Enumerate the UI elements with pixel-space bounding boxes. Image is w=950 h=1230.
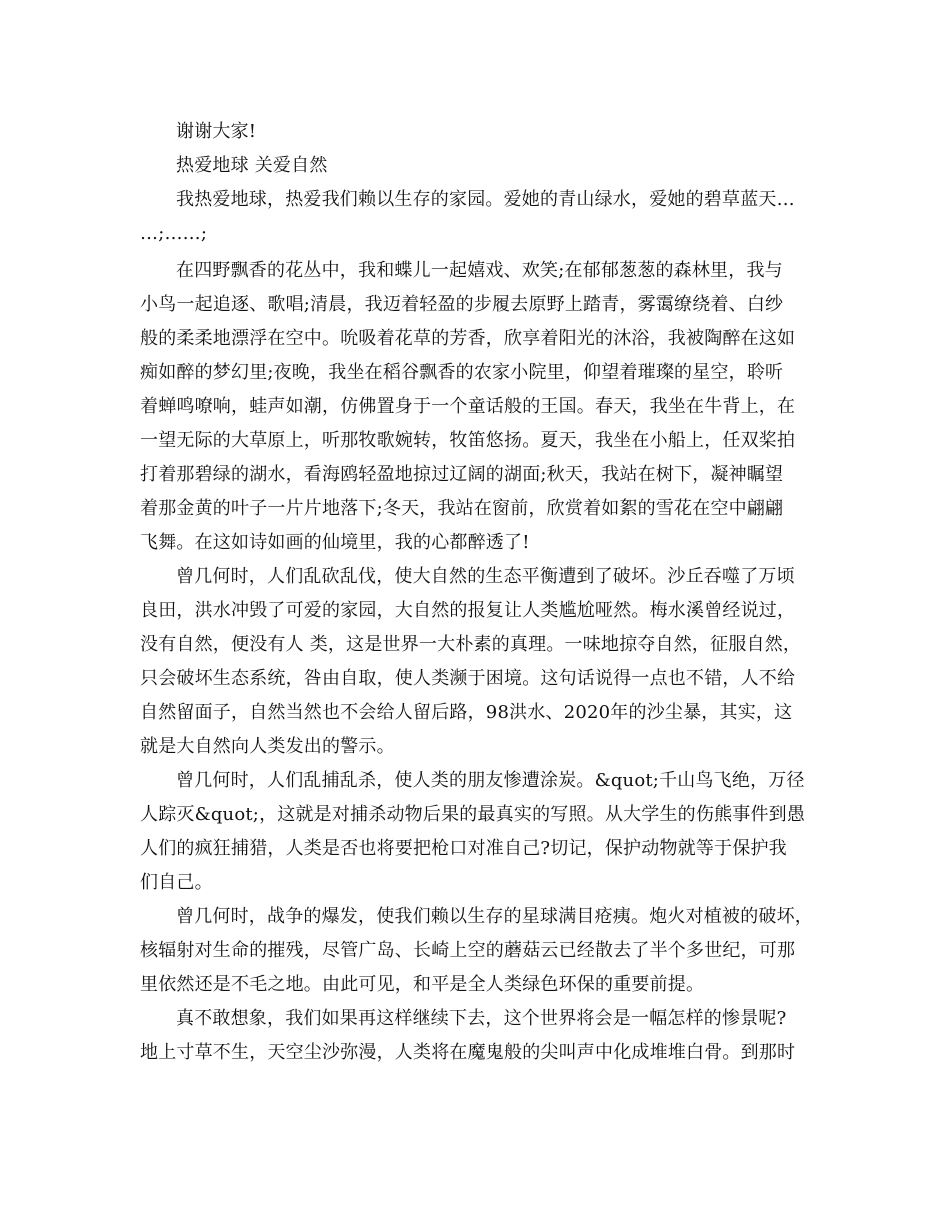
text-line: 小鸟一起追逐、歌唱;清晨，我迈着轻盈的步履去原野上踏青，雾霭缭绕着、白纱 [140, 294, 784, 315]
text-line: 没有自然，便没有人 类，这是世界一大朴素的真理。一味地掠夺自然，征服自然， [140, 634, 802, 655]
text-line: 飞舞。在这如诗如画的仙境里，我的心都醉透了! [140, 532, 530, 553]
text-line: 核辐射对生命的摧残，尽管广岛、长崎上空的蘑菇云已经散去了半个多世纪，可那 [140, 940, 796, 961]
text-line: 一望无际的大草原上，听那牧歌婉转，牧笛悠扬。夏天，我坐在小船上，任双桨拍 [140, 430, 796, 451]
text-line: 地上寸草不生，天空尘沙弥漫，人类将在魔鬼般的尖叫声中化成堆堆白骨。到那时 [140, 1042, 796, 1063]
text-line: 着那金黄的叶子一片片地落下;冬天，我站在窗前，欣赏着如絮的雪花在空中翩翩 [140, 498, 784, 519]
text-line: 我热爱地球，热爱我们赖以生存的家园。爱她的青山绿水，爱她的碧草蓝天… [176, 189, 795, 210]
text-line: 自然留面子，自然当然也不会给人留后路，98洪水、2020年的沙尘暴，其实，这 [140, 702, 793, 723]
section-title: 热爱地球 关爱自然 [176, 155, 328, 176]
text-line: 良田，洪水冲毁了可爱的家园，大自然的报复让人类尴尬哑然。梅水溪曾经说过， [140, 600, 796, 621]
text-line: 曾几何时，人们乱捕乱杀，使人类的朋友惨遭涂炭。&quot;千山鸟飞绝，万径 [176, 770, 805, 791]
text-line: 着蝉鸣嘹响，蛙声如潮，仿佛置身于一个童话般的王国。春天，我坐在牛背上，在 [140, 396, 796, 417]
text-line: 人们的疯狂捕猎，人类是否也将要把枪口对准自己?切记，保护动物就等于保护我 [140, 838, 787, 859]
text-line: 在四野飘香的花丛中，我和蝶儿一起嬉戏、欢笑;在郁郁葱葱的森林里，我与 [176, 260, 783, 281]
text-line: 里依然还是不毛之地。由此可见，和平是全人类绿色环保的重要前提。 [140, 974, 705, 995]
text-line: 打着那碧绿的湖水，看海鸥轻盈地掠过辽阔的湖面;秋天，我站在树下，凝神瞩望 [140, 464, 784, 485]
text-line: 般的柔柔地漂浮在空中。吮吸着花草的芳香，欣享着阳光的沐浴，我被陶醉在这如 [140, 328, 796, 349]
text-line: 曾几何时，战争的爆发，使我们赖以生存的星球满目疮痍。炮火对植被的破坏， [176, 906, 813, 927]
text-line: 人踪灭&quot;，这就是对捕杀动物后果的最真实的写照。从大学生的伤熊事件到愚 [140, 804, 806, 825]
text-line: …;……; [140, 223, 208, 244]
text-line: 就是大自然向人类发出的警示。 [140, 736, 395, 757]
text-line: 真不敢想象，我们如果再这样继续下去，这个世界将会是一幅怎样的惨景呢? [176, 1008, 787, 1029]
text-line: 们自己。 [140, 872, 213, 893]
text-line: 曾几何时，人们乱砍乱伐，使大自然的生态平衡遭到了破坏。沙丘吞噬了万顷 [176, 566, 795, 587]
text-line: 只会破坏生态系统，咎由自取，使人类濒于困境。这句话说得一点也不错，人不给 [140, 668, 796, 689]
text-line: 谢谢大家! [176, 121, 257, 142]
text-line: 痴如醉的梦幻里;夜晚，我坐在稻谷飘香的农家小院里，仰望着璀璨的星空，聆听 [140, 362, 784, 383]
